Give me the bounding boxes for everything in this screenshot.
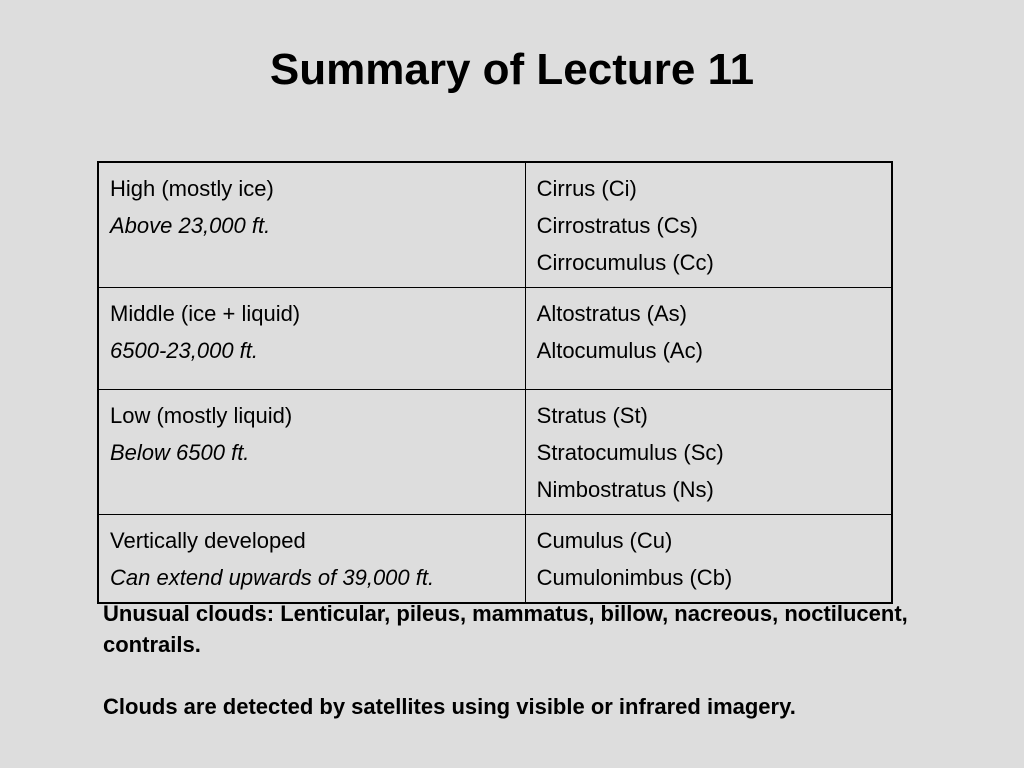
cloud-type: Cirrocumulus (Cc): [536, 250, 714, 275]
cloud-type: Cirrus (Ci): [536, 176, 637, 201]
cloud-level-cell: [98, 515, 525, 604]
cloud-types-cell: [525, 390, 892, 515]
altitude-range: 6500-23,000 ft.: [110, 338, 259, 363]
altitude-range: Above 23,000 ft.: [110, 213, 271, 238]
cloud-type: Cirrostratus (Cs): [536, 213, 698, 238]
cloud-level-label: Low (mostly liquid): [110, 403, 293, 428]
slide-title: Summary of Lecture 11: [269, 45, 755, 94]
altitude-range: Below 6500 ft.: [110, 440, 250, 465]
table-row: [98, 515, 892, 604]
cloud-type: Altocumulus (Ac): [536, 338, 703, 363]
cloud-level-cell: [98, 162, 525, 288]
altitude-range: Can extend upwards of 39,000 ft.: [110, 565, 435, 590]
cloud-type: Nimbostratus (Ns): [536, 477, 714, 502]
cloud-type: Stratus (St): [536, 403, 648, 428]
unusual-clouds-note: Unusual clouds: Lenticular, pileus, mammatus, billow, nacreous, noctilucent, contrails.: [103, 601, 908, 657]
table-row: [98, 390, 892, 515]
lecture-notes: [103, 598, 963, 722]
table-row: [98, 162, 892, 288]
cloud-level-label: High (mostly ice): [110, 176, 274, 201]
cloud-types-cell: [525, 515, 892, 604]
cloud-types-cell: [525, 162, 892, 288]
cloud-type: Altostratus (As): [536, 301, 688, 326]
cloud-level-cell: [98, 288, 525, 390]
satellite-detection-note: Clouds are detected by satellites using visible or infrared imagery.: [103, 694, 796, 719]
table-row: [98, 288, 892, 390]
cloud-type: Cumulonimbus (Cb): [536, 565, 733, 590]
cloud-level-label: Vertically developed: [110, 528, 306, 553]
cloud-level-cell: [98, 390, 525, 515]
cloud-level-label: Middle (ice + liquid): [110, 301, 301, 326]
cloud-type: Stratocumulus (Sc): [536, 440, 724, 465]
cloud-classification-table: [97, 161, 893, 604]
cloud-types-cell: [525, 288, 892, 390]
cloud-type: Cumulus (Cu): [536, 528, 673, 553]
